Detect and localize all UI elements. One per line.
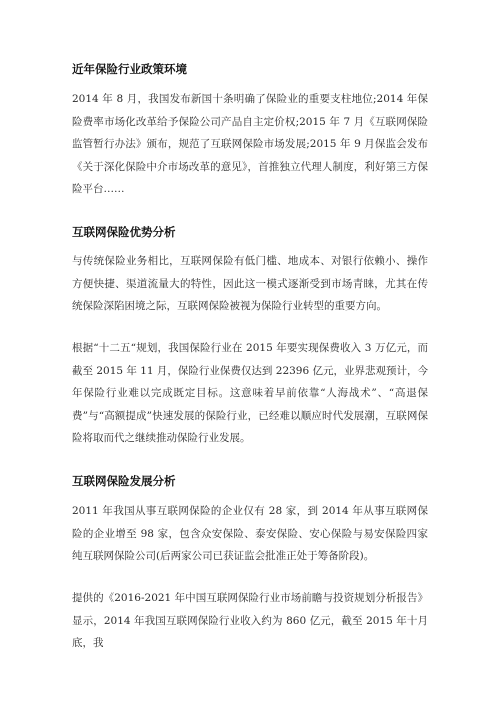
paragraph-development-companies: 2011 年我国从事互联网保险的企业仅有 28 家，到 2014 年从事互联网保险的企业增至 98 家，包含众安保险、泰安保险、安心保险与易安保险四家纯互联网保险公司(后两家公司已获证监会批准正处于筹备阶段)。 xyxy=(72,505,428,563)
section-heading-development-analysis: 互联网保险发展分析 xyxy=(72,474,176,488)
section-heading-policy-environment: 近年保险行业政策环境 xyxy=(72,62,187,76)
paragraph-policy-environment: 2014 年 8 月，我国发布新国十条明确了保险业的重要支柱地位;2014 年保险费率市场化改革给予保险公司产品自主定价权;2015 年 7 月《互联网保险监管暂行办法》颁布，规范了互联网保险市场发展;2015 年 9 月保监会发布《关于深化保险中介市场改革的意见》，首推独立代理人制度，利好第三方保险平台…… xyxy=(72,93,428,196)
paragraph-advantage-plan: 根据“十二五“规划，我国保险行业在 2015 年要实现保费收入 3 万亿元，而截至 2015 年 11 月，保险行业保费仅达到 22396 亿元，业界悲观预计，今年保险行业难以完成既定目标。这意味着早前依靠“人海战术”、“高退保费”与“高额提成”快速发展的保险行业，已经难以顺应时代发展潮，互联网保险将取而代之继续推动保险行业发展。 xyxy=(72,342,429,445)
paragraph-advantage-intro: 与传统保险业务相比，互联网保险有低门槛、地成本、对银行依赖小、操作方便快捷、渠道流量大的特性，因此这一模式逐渐受到市场青睐，尤其在传统保险深陷困境之际，互联网保险被视为保险行业转型的重要方向。 xyxy=(72,255,428,313)
paragraph-development-report: 提供的《2016-2021 年中国互联网保险行业市场前瞻与投资规划分析报告》显示，2014 年我国互联网保险行业收入约为 860 亿元，截至 2015 年十月底，我 xyxy=(72,592,428,650)
section-heading-advantage-analysis: 互联网保险优势分析 xyxy=(72,225,176,239)
